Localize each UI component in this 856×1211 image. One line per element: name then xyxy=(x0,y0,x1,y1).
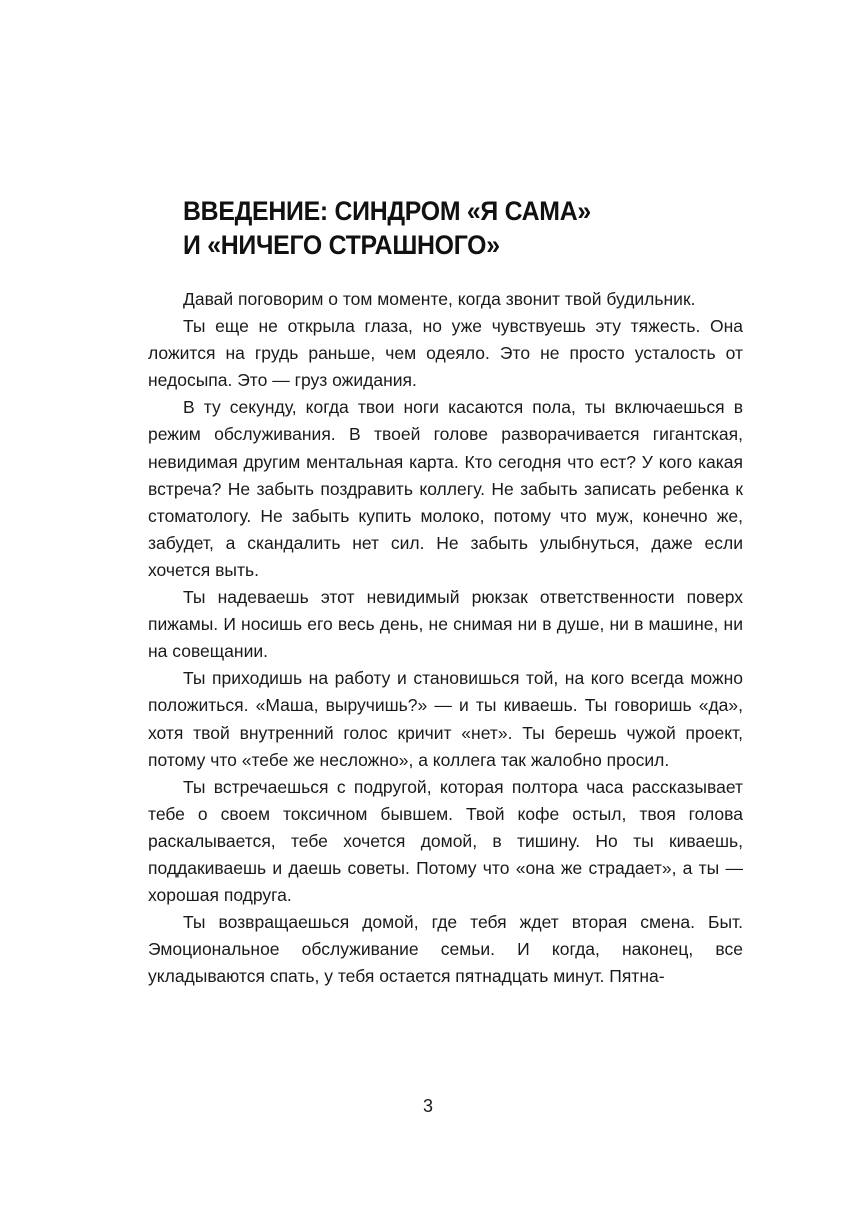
paragraph: Ты возвращаешься домой, где тебя ждет вторая смена. Быт. Эмоциональное обслуживание семьи. И когда, наконец, все укладываются спать, у тебя остается пятнадцать минут. Пятна- xyxy=(148,912,743,987)
paragraph: Давай поговорим о том моменте, когда звонит твой будильник. xyxy=(183,289,696,309)
paragraph: Ты встречаешься с подругой, которая полтора часа рассказывает тебе о своем токсичном бывшем. Твой кофе остыл, твоя голова раскалывается, тебе хочется домой, в тишину. Но ты киваешь, поддакиваешь и даешь советы. Потому что «она же страдает», а ты — хорошая подруга. xyxy=(148,776,743,906)
paragraph: Ты еще не открыла глаза, но уже чувствуешь эту тяжесть. Она ложится на грудь раньше, чем одеяло. Это не просто усталость от недосыпа. Это — груз ожидания. xyxy=(148,316,743,391)
body-text xyxy=(148,286,743,990)
chapter-title-line-2: И «НИЧЕГО СТРАШНОГО» xyxy=(183,230,500,260)
page-number: 3 xyxy=(422,1096,433,1116)
paragraph: В ту секунду, когда твои ноги касаются пола, ты включаешься в режим обслуживания. В твоей голове разворачивается гигантская, невидимая другим ментальная карта. Кто сегодня что ест? У кого какая встреча? Не забыть поздравить коллегу. Не забыть записать ребенка к стоматологу. Не забыть купить молоко, потому что муж, конечно же, забудет, а скандалить нет сил. Не забыть улыбнуться, даже если хочется выть. xyxy=(148,397,743,580)
chapter-title-line-1: ВВЕДЕНИЕ: СИНДРОМ «Я САМА» xyxy=(183,196,591,226)
chapter-title xyxy=(183,194,717,262)
paragraph: Ты надеваешь этот невидимый рюкзак ответственности поверх пижамы. И носишь его весь день, не снимая ни в душе, ни в машине, ни на совещании. xyxy=(148,587,743,662)
paragraph: Ты приходишь на работу и становишься той, на кого всегда можно положиться. «Маша, выручишь?» — и ты киваешь. Ты говоришь «да», хотя твой внутренний голос кричит «нет». Ты берешь чужой проект, потому что «тебе же несложно», а коллега так жалобно просил. xyxy=(148,668,743,770)
